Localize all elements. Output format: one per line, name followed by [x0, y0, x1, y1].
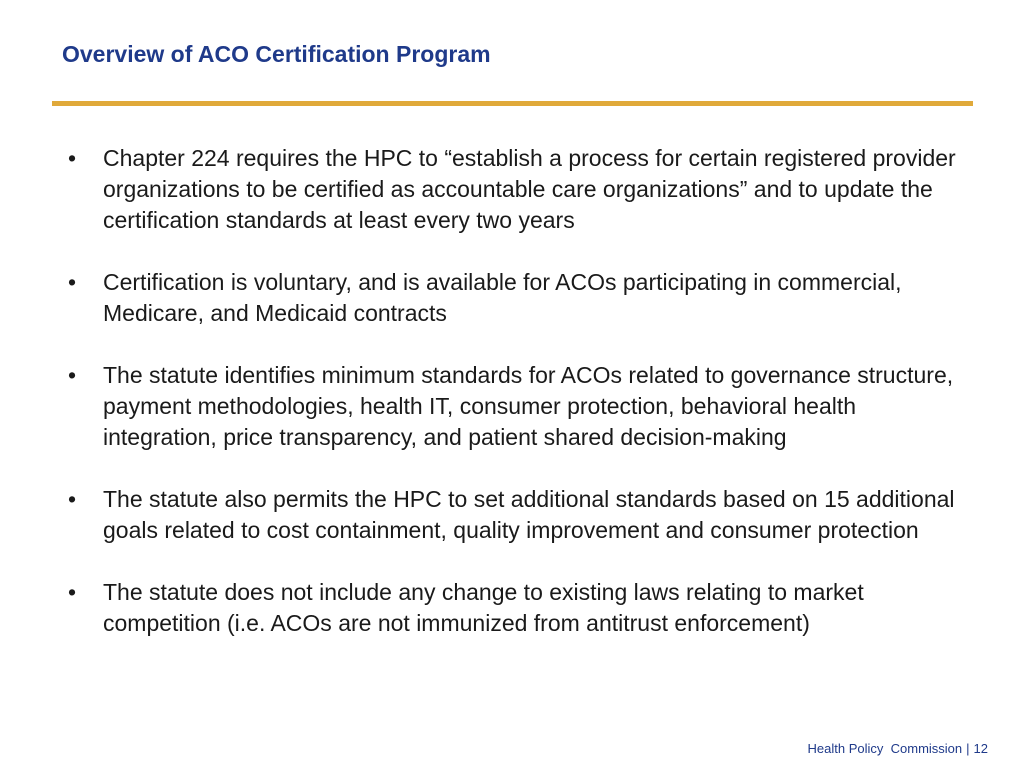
bullet-text: The statute identifies minimum standards for ACOs related to governance structure, payment methodologies, health IT, consumer protection, behavioral health integration, price transparency, and patient shared decision-making: [103, 362, 954, 450]
bullet-item: [66, 360, 966, 453]
bullet-item: [66, 484, 966, 546]
bullet-marker: •: [68, 579, 77, 605]
bullet-text: The statute does not include any change to existing laws relating to market competition (i.e. ACOs are not immunized from antitrust enforcement): [103, 579, 864, 636]
footer-separator: |: [966, 741, 970, 756]
bullet-text: The statute also permits the HPC to set additional standards based on 15 additional goals related to cost containment, quality improvement and consumer protection: [103, 486, 955, 543]
bullet-item: [66, 267, 966, 329]
title-divider: [52, 101, 973, 106]
bullet-marker: •: [68, 145, 77, 171]
bullet-text: Certification is voluntary, and is available for ACOs participating in commercial, Medicare, and Medicaid contracts: [103, 269, 902, 326]
footer-organization: Health Policy Commission: [807, 741, 963, 756]
slide-footer: [808, 741, 988, 756]
slide-title: Overview of ACO Certification Program: [62, 41, 491, 67]
bullet-marker: •: [68, 362, 77, 388]
bullet-item: [66, 143, 966, 236]
bullet-marker: •: [68, 486, 77, 512]
bullet-marker: •: [68, 269, 77, 295]
bullet-list: [66, 143, 966, 670]
bullet-text: Chapter 224 requires the HPC to “establish a process for certain registered provider organizations to be certified as accountable care organizations” and to update the certification standards at least every two years: [103, 145, 956, 233]
bullet-item: [66, 577, 966, 639]
page-number: 12: [973, 741, 988, 756]
